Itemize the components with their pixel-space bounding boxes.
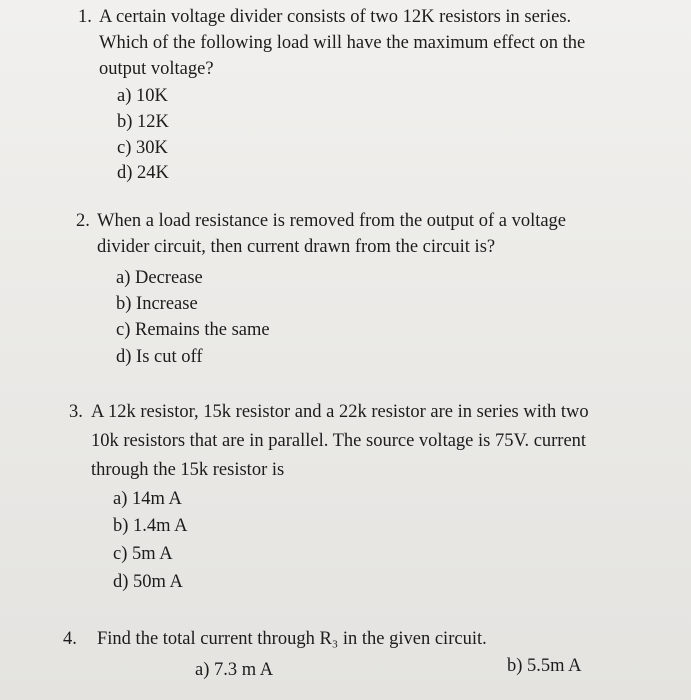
question-3-stem-line: through the 15k resistor is	[91, 460, 285, 480]
question-4-stem-line: Find the total current through R₃ in the given circuit.	[97, 629, 487, 649]
question-2-option-a: a) Decrease	[116, 268, 203, 288]
question-4-option-b: b) 5.5m A	[507, 656, 582, 676]
question-1-option-b: b) 12K	[117, 112, 169, 132]
question-1-number: 1.	[78, 7, 92, 27]
question-2-option-d: d) Is cut off	[116, 347, 203, 367]
question-3-stem	[91, 399, 589, 483]
question-1-option-d: d) 24K	[117, 163, 169, 183]
question-3-option-b: b) 1.4m A	[113, 516, 188, 536]
question-4-number: 4.	[63, 629, 77, 649]
question-1-stem-line: Which of the following load will have the maximum effect on the	[99, 33, 586, 53]
question-2-stem-line: divider circuit, then current drawn from the circuit is?	[97, 237, 496, 257]
question-1-option-c: c) 30K	[117, 138, 168, 158]
question-1-stem	[99, 4, 585, 82]
question-3-option-a: a) 14m A	[113, 489, 182, 509]
question-4-stem	[97, 626, 487, 652]
question-3-stem-line: 10k resistors that are in parallel. The source voltage is 75V. current	[91, 431, 587, 451]
question-3-number: 3.	[69, 402, 83, 422]
question-2-number: 2.	[76, 211, 90, 231]
question-2-stem-line: When a load resistance is removed from the output of a voltage	[97, 211, 567, 231]
question-3-option-c: c) 5m A	[113, 544, 173, 564]
question-2-option-b: b) Increase	[116, 294, 198, 314]
question-2-stem	[97, 208, 566, 260]
question-1-option-a: a) 10K	[117, 86, 168, 106]
question-1-stem-line: output voltage?	[99, 59, 214, 79]
question-3-option-d: d) 50m A	[113, 572, 183, 592]
question-2-option-c: c) Remains the same	[116, 320, 270, 340]
question-1-stem-line: A certain voltage divider consists of two 12K resistors in series.	[99, 7, 572, 27]
question-3-stem-line: A 12k resistor, 15k resistor and a 22k resistor are in series with two	[91, 402, 589, 422]
question-4-option-a: a) 7.3 m A	[195, 660, 274, 680]
